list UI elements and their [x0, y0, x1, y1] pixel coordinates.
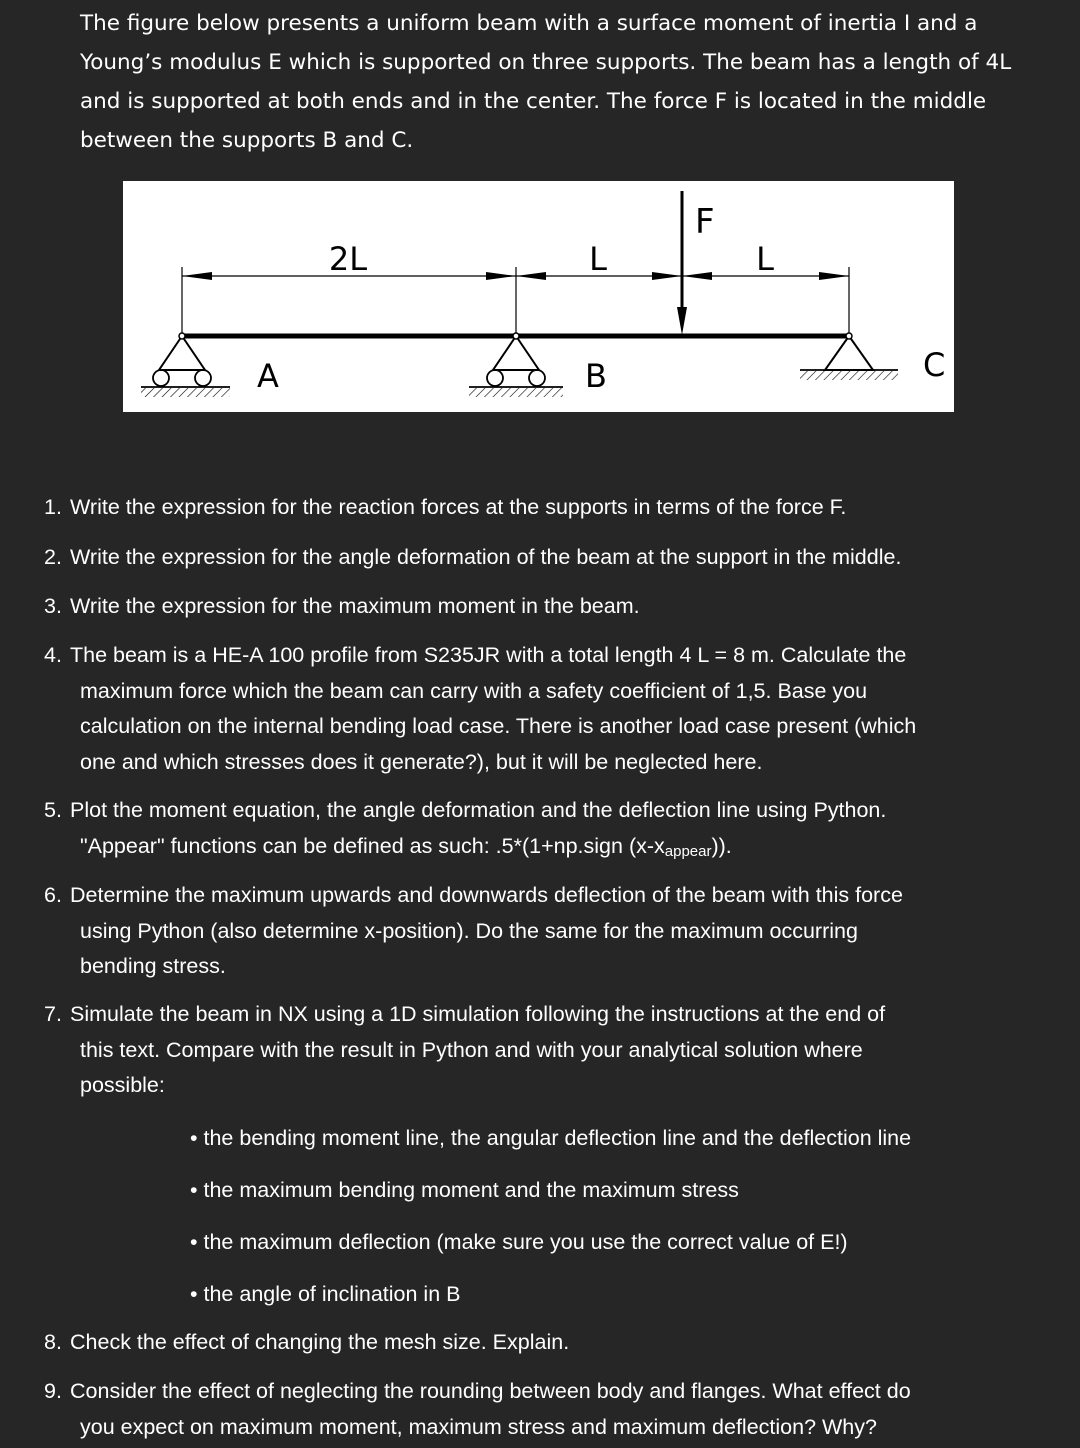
- question-3: 3. Write the expression for the maximum moment in the beam.: [44, 594, 640, 618]
- support-b-label: B: [585, 357, 607, 395]
- support-a-label: A: [257, 357, 279, 395]
- support-c: [800, 333, 898, 380]
- question-9: 9. Consider the effect of neglecting the rounding between body and flanges. What effect do you expect on maximum moment, maximum stress and maximum deflection? Why?: [44, 1379, 911, 1439]
- dim-arrow-c: [819, 272, 849, 280]
- bullet-item: • the angle of inclination in B: [190, 1282, 461, 1306]
- question-5: 5. Plot the moment equation, the angle deformation and the deflection line using Python. "Appear" functions can be defined as such: .5*(1+np.sign $(x-x_{appear})$).: [44, 798, 887, 860]
- beam-figure: [123, 181, 954, 412]
- question-2: 2. Write the expression for the angle deformation of the beam at the support in the middle.: [44, 545, 902, 569]
- support-b: [469, 333, 563, 397]
- dimension-L1-label: L: [589, 240, 607, 278]
- bullet-item: • the bending moment line, the angular deflection line and the deflection line: [190, 1126, 912, 1150]
- bullet-item: • the maximum bending moment and the maximum stress: [190, 1178, 739, 1202]
- dim-arrow-f-left: [652, 272, 682, 280]
- bullet-item: • the maximum deflection (make sure you use the correct value of E!): [190, 1230, 848, 1254]
- dimension-2L-label: 2L: [328, 240, 368, 278]
- force-label: F: [695, 202, 715, 242]
- question-7: 7. Simulate the beam in NX using a 1D simulation following the instructions at the end of this text. Compare with the result in Python and with your analytical solution where possible:: [44, 1002, 886, 1097]
- question-4: 4. The beam is a HE-A 100 profile from S235JR with a total length 4 L = 8 m. Calculate the maximum force which the beam can carry with a safety coefficient of 1,5. Base you calculation on the internal bending load case. There is another load case present (which one and which stresses does it generate?), but it will be neglected here.: [44, 643, 917, 774]
- dim-arrow-b-right: [516, 272, 546, 280]
- force-arrow-head: [677, 307, 687, 335]
- dim-arrow-f-right: [682, 272, 712, 280]
- question-8: 8. Check the effect of changing the mesh size. Explain.: [44, 1330, 570, 1354]
- dimension-L2-label: L: [756, 240, 774, 278]
- question-6: 6. Determine the maximum upwards and downwards deflection of the beam with this force using Python (also determine x-position). Do the same for the maximum occurring bending stress.: [44, 883, 903, 978]
- beam-diagram: [123, 181, 954, 412]
- support-c-label: C: [923, 346, 946, 384]
- intro-paragraph: The figure below presents a uniform beam with a surface moment of inertia I and a Young’s modulus E which is supported on three supports. The beam has a length of 4L and is supported at both ends and in the center. The force F is located in the middle between the supports B and C.: [80, 11, 1012, 153]
- dim-arrow-a: [182, 272, 212, 280]
- question-1: 1. Write the expression for the reaction forces at the supports in terms of the force F.: [44, 495, 847, 519]
- support-a: [141, 333, 230, 397]
- dim-arrow-b-left: [486, 272, 516, 280]
